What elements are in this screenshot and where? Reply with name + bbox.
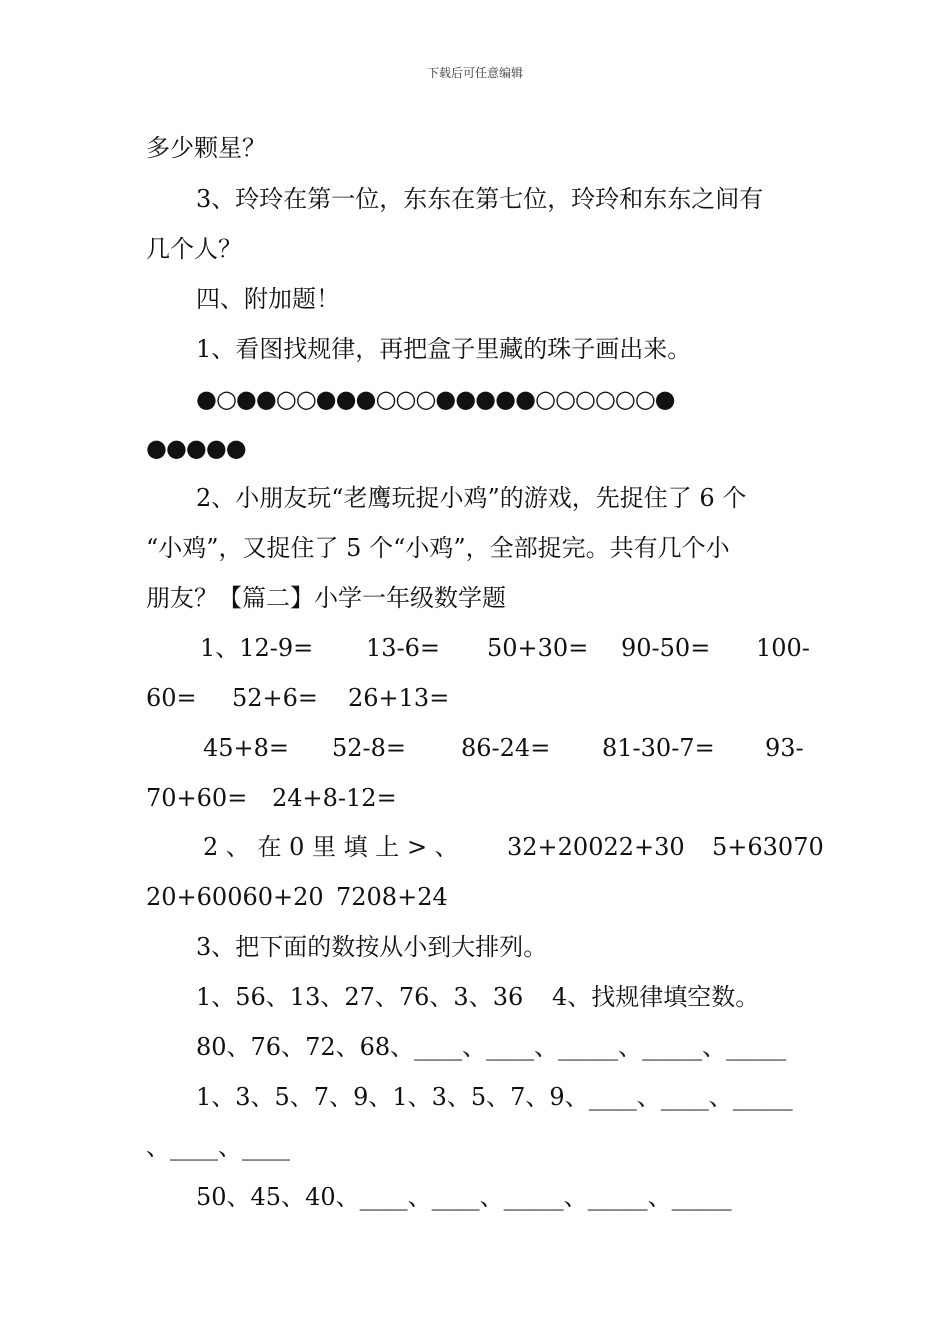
- question-text: 2 、 在 0 里 填 上 > 、: [203, 833, 459, 861]
- page-header: 下载后可任意编辑: [426, 66, 523, 80]
- exercise-row: [0, 782, 950, 814]
- text-line: 多少颗星？: [146, 134, 266, 162]
- math-problem: 81-30-7=: [602, 734, 715, 762]
- exercise-row: [0, 881, 950, 913]
- fill-blank-sequence: 50、45、40、____、____、_____、_____、_____: [196, 1183, 732, 1211]
- question-text: 4、找规律填空数。: [552, 983, 760, 1011]
- math-problem: 52-8=: [332, 734, 407, 762]
- question-text: 3、把下面的数按从小到大排列。: [196, 933, 548, 961]
- exercise-row: [0, 981, 950, 1013]
- bead-pattern-continued: ●●●●●: [146, 434, 246, 462]
- exercise-row: [0, 682, 950, 714]
- fill-blank-sequence: 1、3、5、7、9、1、3、5、7、9、____、____、_____: [196, 1083, 793, 1111]
- math-problem: 13-6=: [366, 634, 441, 662]
- comparison-item: 7208+24: [336, 883, 448, 911]
- comparison-item: 32+20022+30: [507, 833, 685, 861]
- math-problem: 86-24=: [461, 734, 551, 762]
- exercise-row: [0, 632, 950, 664]
- math-problem: 52+6=: [232, 684, 319, 712]
- fill-blank-sequence: 、____、____: [146, 1133, 290, 1161]
- math-problem: 50+30=: [487, 634, 589, 662]
- math-problem: 70+60=: [146, 784, 248, 812]
- math-problem: 45+8=: [203, 734, 290, 762]
- question-text: 1、看图找规律，再把盒子里藏的珠子画出来。: [196, 335, 692, 363]
- math-problem: 24+8-12=: [272, 784, 397, 812]
- math-problem: 100-: [756, 634, 810, 662]
- comparison-item: 20+60060+20: [146, 883, 324, 911]
- bead-pattern: ●○●●○○●●●○○○●●●●●○○○○○○●: [196, 385, 675, 413]
- text-line: 几个人？: [146, 235, 242, 263]
- question-text: 2、小朋友玩“老鹰玩捉小鸡”的游戏，先捉住了 6 个: [196, 484, 747, 512]
- math-problem: 93-: [765, 734, 804, 762]
- number-list: 1、56、13、27、76、3、36: [196, 983, 524, 1011]
- question-text: “小鸡”，又捉住了 5 个“小鸡”，全部捉完。共有几个小: [146, 534, 730, 562]
- section-heading: 四、附加题！: [196, 285, 340, 313]
- text-line: 3、玲玲在第一位，东东在第七位，玲玲和东东之间有: [196, 185, 764, 213]
- fill-blank-sequence: 80、76、72、68、____、____、_____、_____、_____: [196, 1033, 787, 1061]
- comparison-item: 5+63070: [712, 833, 824, 861]
- math-problem: 26+13=: [348, 684, 450, 712]
- math-problem: 1、12-9=: [200, 634, 314, 662]
- math-problem: 60=: [146, 684, 197, 712]
- exercise-row: [0, 831, 950, 863]
- exercise-row: [0, 732, 950, 764]
- math-problem: 90-50=: [621, 634, 711, 662]
- section-title: 朋友？【篇二】小学一年级数学题: [146, 584, 506, 612]
